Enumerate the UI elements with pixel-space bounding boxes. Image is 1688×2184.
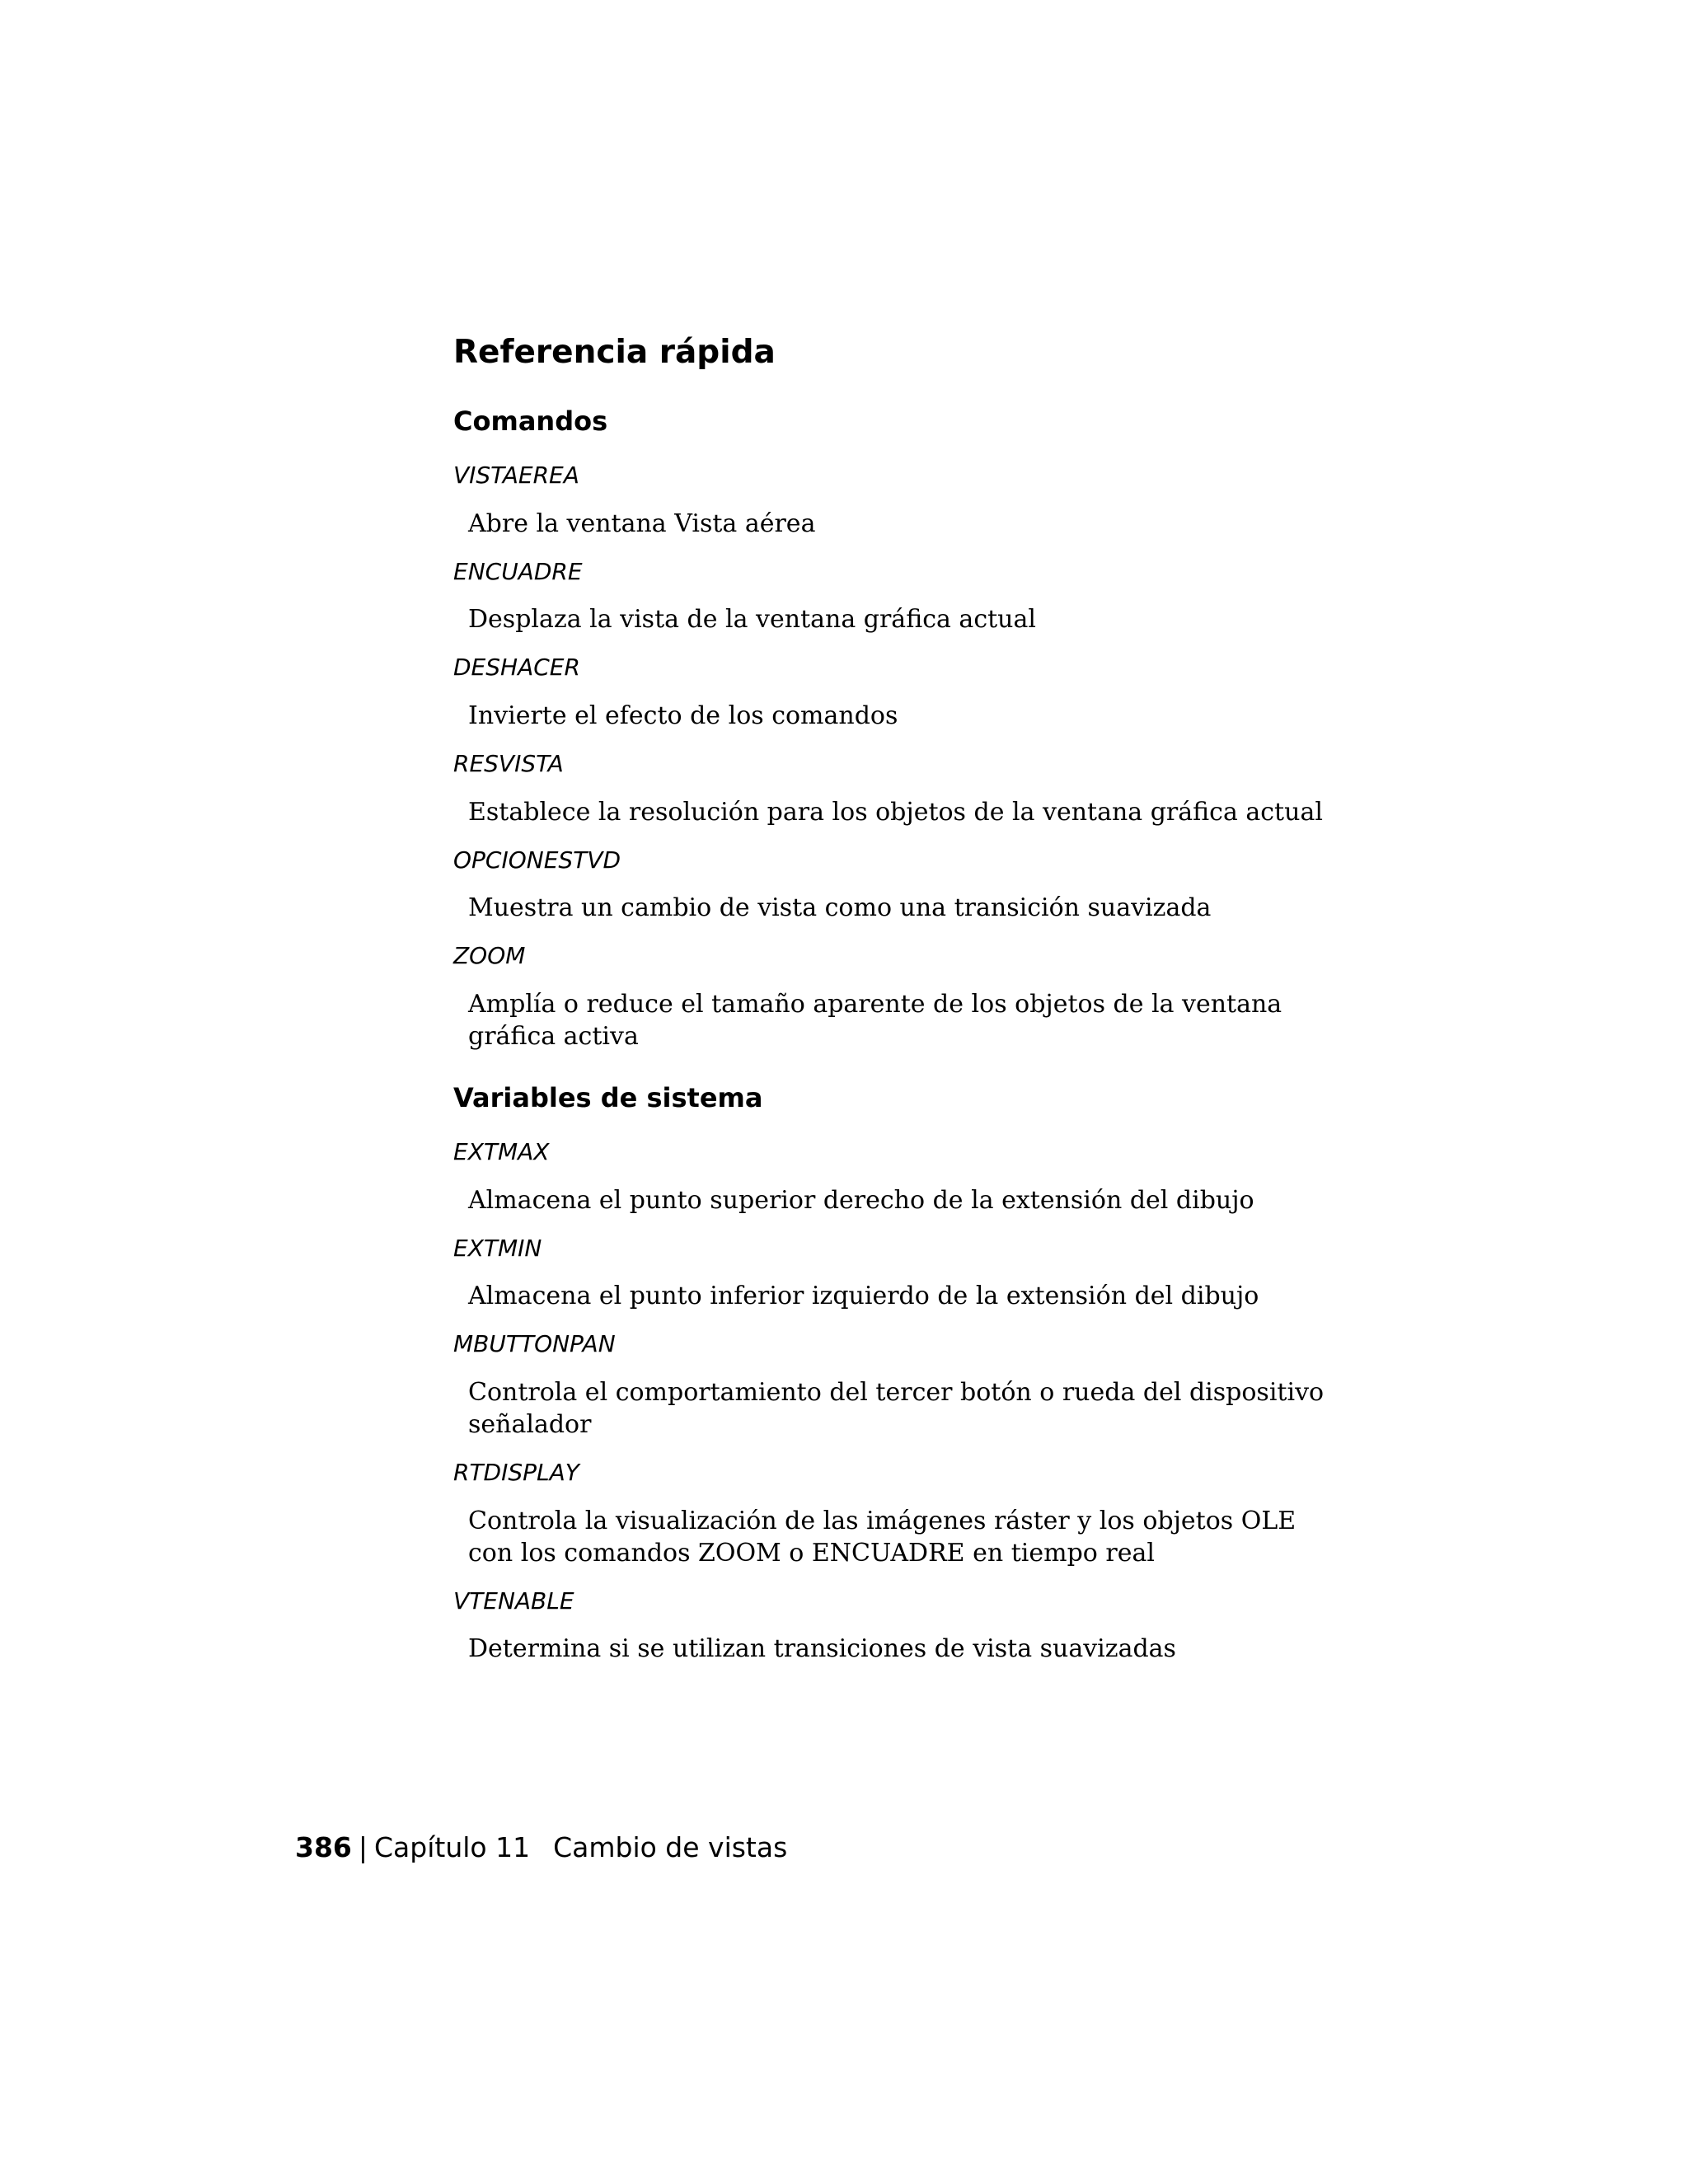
page-footer xyxy=(295,1831,787,1864)
definition-item xyxy=(453,1459,1343,1569)
definition-description: Amplía o reduce el tamaño aparente de los objetos de la ventana gráfica activa xyxy=(468,989,1282,1051)
definition-description: Almacena el punto superior derecho de la extensión del dibujo xyxy=(468,1185,1254,1215)
definition-item xyxy=(453,462,1343,540)
definition-description: Determina si se utilizan transiciones de vista suavizadas xyxy=(468,1634,1176,1664)
definition-term: EXTMAX xyxy=(453,1138,550,1166)
definition-term: RESVISTA xyxy=(453,749,564,777)
definition-item xyxy=(453,846,1343,925)
definition-description: Almacena el punto inferior izquierdo de la extensión del dibujo xyxy=(468,1282,1259,1311)
section-system-variables xyxy=(453,1082,1343,1665)
page-title: Referencia rápida xyxy=(453,334,776,371)
definition-item xyxy=(453,750,1343,828)
definition-description: Muestra un cambio de vista como una transición suavizada xyxy=(468,893,1212,923)
section-heading: Variables de sistema xyxy=(453,1081,763,1113)
footer-separator: | xyxy=(358,1831,368,1863)
definition-item xyxy=(453,942,1343,1052)
definition-term: VISTAEREA xyxy=(453,462,579,490)
definition-description: Establece la resolución para los objetos de la ventana gráfica actual xyxy=(468,797,1323,827)
definition-description: Controla el comportamiento del tercer botón o rueda del dispositivo señalador xyxy=(468,1377,1325,1439)
quick-reference-content xyxy=(453,334,1343,1694)
definition-item xyxy=(453,1138,1343,1216)
definition-term: ENCUADRE xyxy=(453,557,583,585)
section-heading: Comandos xyxy=(453,405,608,437)
definition-description: Desplaza la vista de la ventana gráfica actual xyxy=(468,605,1036,635)
definition-item xyxy=(453,1587,1343,1666)
definition-item xyxy=(453,1330,1343,1441)
definition-term: RTDISPLAY xyxy=(453,1458,579,1486)
definition-term: VTENABLE xyxy=(453,1586,574,1615)
definition-term: EXTMIN xyxy=(453,1234,542,1262)
section-commands xyxy=(453,405,1343,1052)
definition-term: DESHACER xyxy=(453,654,580,682)
definition-item xyxy=(453,558,1343,636)
chapter-label: Capítulo 11 xyxy=(374,1831,531,1863)
definition-term: OPCIONESTVD xyxy=(453,846,621,874)
definition-item xyxy=(453,654,1343,732)
definition-item xyxy=(453,1235,1343,1313)
definition-description: Controla la visualización de las imágenes ráster y los objetos OLE con los comandos ZOOM o ENCUADRE en tiempo real xyxy=(468,1506,1296,1568)
definition-description: Invierte el efecto de los comandos xyxy=(468,701,898,730)
definition-term: ZOOM xyxy=(453,942,526,970)
definition-term: MBUTTONPAN xyxy=(453,1330,616,1358)
definition-description: Abre la ventana Vista aérea xyxy=(468,509,816,538)
chapter-title: Cambio de vistas xyxy=(553,1831,788,1863)
page-number: 386 xyxy=(295,1831,352,1863)
